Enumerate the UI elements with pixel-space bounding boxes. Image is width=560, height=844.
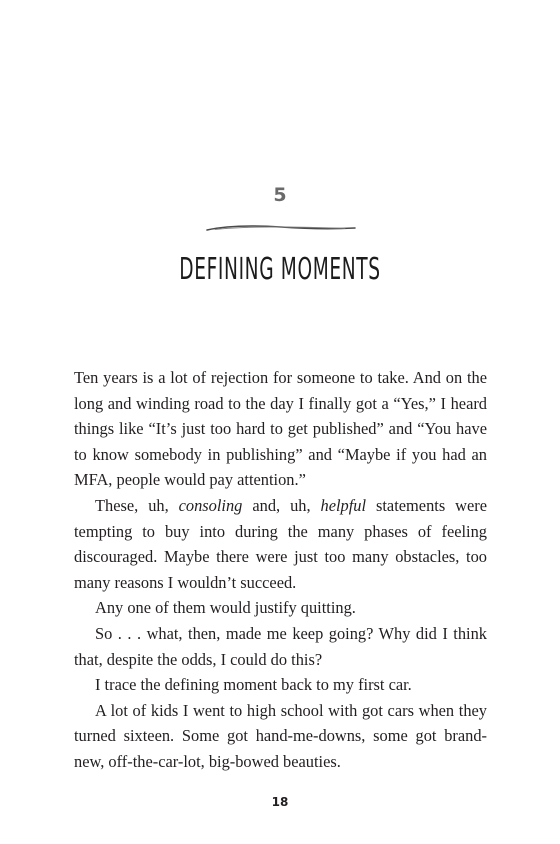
italic-word: consoling	[178, 495, 243, 515]
chapter-number: 5	[273, 184, 287, 206]
paragraph: Ten years is a lot of rejection for someone to take. And on the long and winding road to the day I finally got a “Yes,” I heard things like “It’s just too hard to get published” and “You have to know somebody in publishing” and “Maybe if you had an MFA, people would pay attention.”	[74, 368, 487, 490]
paragraph-text: and, uh,	[242, 495, 321, 515]
chapter-title: DEFINING MOMENTS	[179, 252, 381, 287]
paragraph-text: These, uh,	[95, 495, 179, 515]
paragraph: So . . . what, then, made me keep going? Why did I think that, despite the odds, I could do this?	[74, 623, 487, 669]
paragraph: Any one of them would justify quitting.	[95, 598, 356, 618]
page-number: 18	[271, 795, 289, 809]
chapter-divider-ornament	[205, 221, 357, 235]
paragraph: I trace the defining moment back to my first car.	[95, 675, 412, 695]
chapter-body-text	[74, 365, 487, 775]
paragraph: A lot of kids I went to high school with got cars when they turned sixteen. Some got hand-me-downs, some got brand-new, off-the-car-lot, big-bowed beauties.	[74, 700, 487, 771]
paragraph-text: statements were tempting to buy into during the many phases of feeling discouraged. Maybe there were just too many obstacles, too many reasons I wouldn’t succeed.	[74, 495, 487, 592]
paragraph	[74, 493, 487, 595]
italic-word: helpful	[320, 495, 367, 515]
